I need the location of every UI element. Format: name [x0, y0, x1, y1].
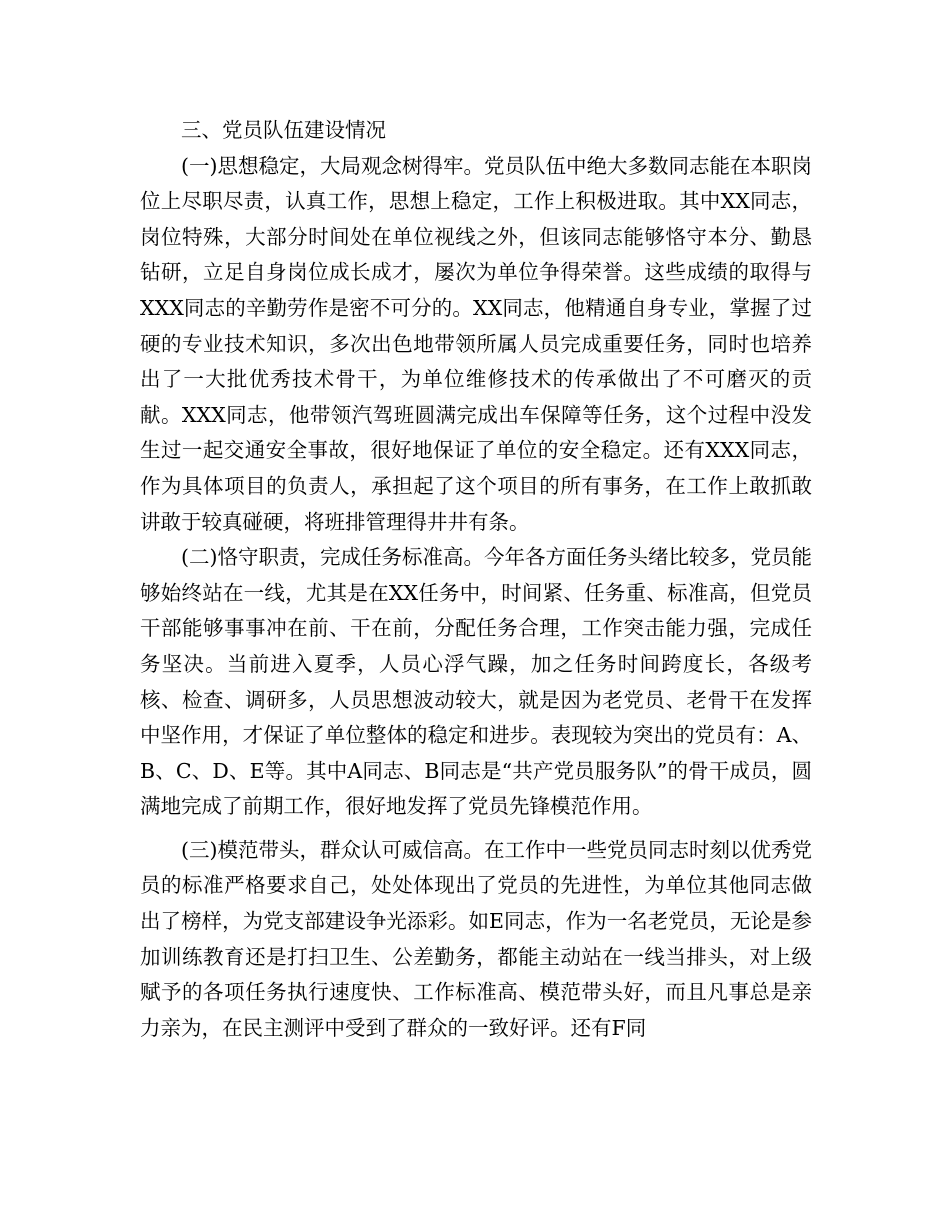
- paragraph-2: (二)恪守职责，完成任务标准高。今年各方面任务头绪比较多，党员能够始终站在一线，尤其是在XX任务中，时间紧、任务重、标准高，但党员干部能够事事冲在前、干在前，分配任务合理，工作突击能力强，完成任务坚决。当前进入夏季，人员心浮气躁，加之任务时间跨度长，各级考核、检查、调研多，人员思想波动较大，就是因为老党员、老骨干在发挥中坚作用，才保证了单位整体的稳定和进步。表现较为突出的党员有：A、B、C、D、E等。其中A同志、B同志是“共产党员服务队”的骨干成员，圆满地完成了前期工作，很好地发挥了党员先锋模范作用。: [140, 545, 812, 819]
- paragraph-1: (一)思想稳定，大局观念树得牢。党员队伍中绝大多数同志能在本职岗位上尽职尽责，认真工作，思想上稳定，工作上积极进取。其中XX同志，岗位特殊，大部分时间处在单位视线之外，但该同志能够恪守本分、勤恳钻研，立足自身岗位成长成才，屡次为单位争得荣誉。这些成绩的取得与XXX同志的辛勤劳作是密不可分的。XX同志，他精通自身专业，掌握了过硬的专业技术知识，多次出色地带领所属人员完成重要任务，同时也培养出了一大批优秀技术骨干，为单位维修技术的传承做出了不可磨灭的贡献。XXX同志，他带领汽驾班圆满完成出车保障等任务，这个过程中没发生过一起交通安全事故，很好地保证了单位的安全稳定。还有XXX同志，作为具体项目的负责人，承担起了这个项目的所有事务，在工作上敢抓敢讲敢于较真碰硬，将班排管理得井井有条。: [140, 153, 812, 534]
- paragraph-3: (三)模范带头，群众认可威信高。在工作中一些党员同志时刻以优秀党员的标准严格要求自己，处处体现出了党员的先进性，为单位其他同志做出了榜样，为党支部建设争光添彩。如E同志，作为一名老党员，无论是参加训练教育还是打扫卫生、公差勤务，都能主动站在一线当排头，对上级赋予的各项任务执行速度快、工作标准高、模范带头好，而且凡事总是亲力亲为，在民主测评中受到了群众的一致好评。还有F同: [140, 837, 812, 1040]
- document-body: [140, 113, 812, 1046]
- section-heading: 三、党员队伍建设情况: [181, 118, 386, 142]
